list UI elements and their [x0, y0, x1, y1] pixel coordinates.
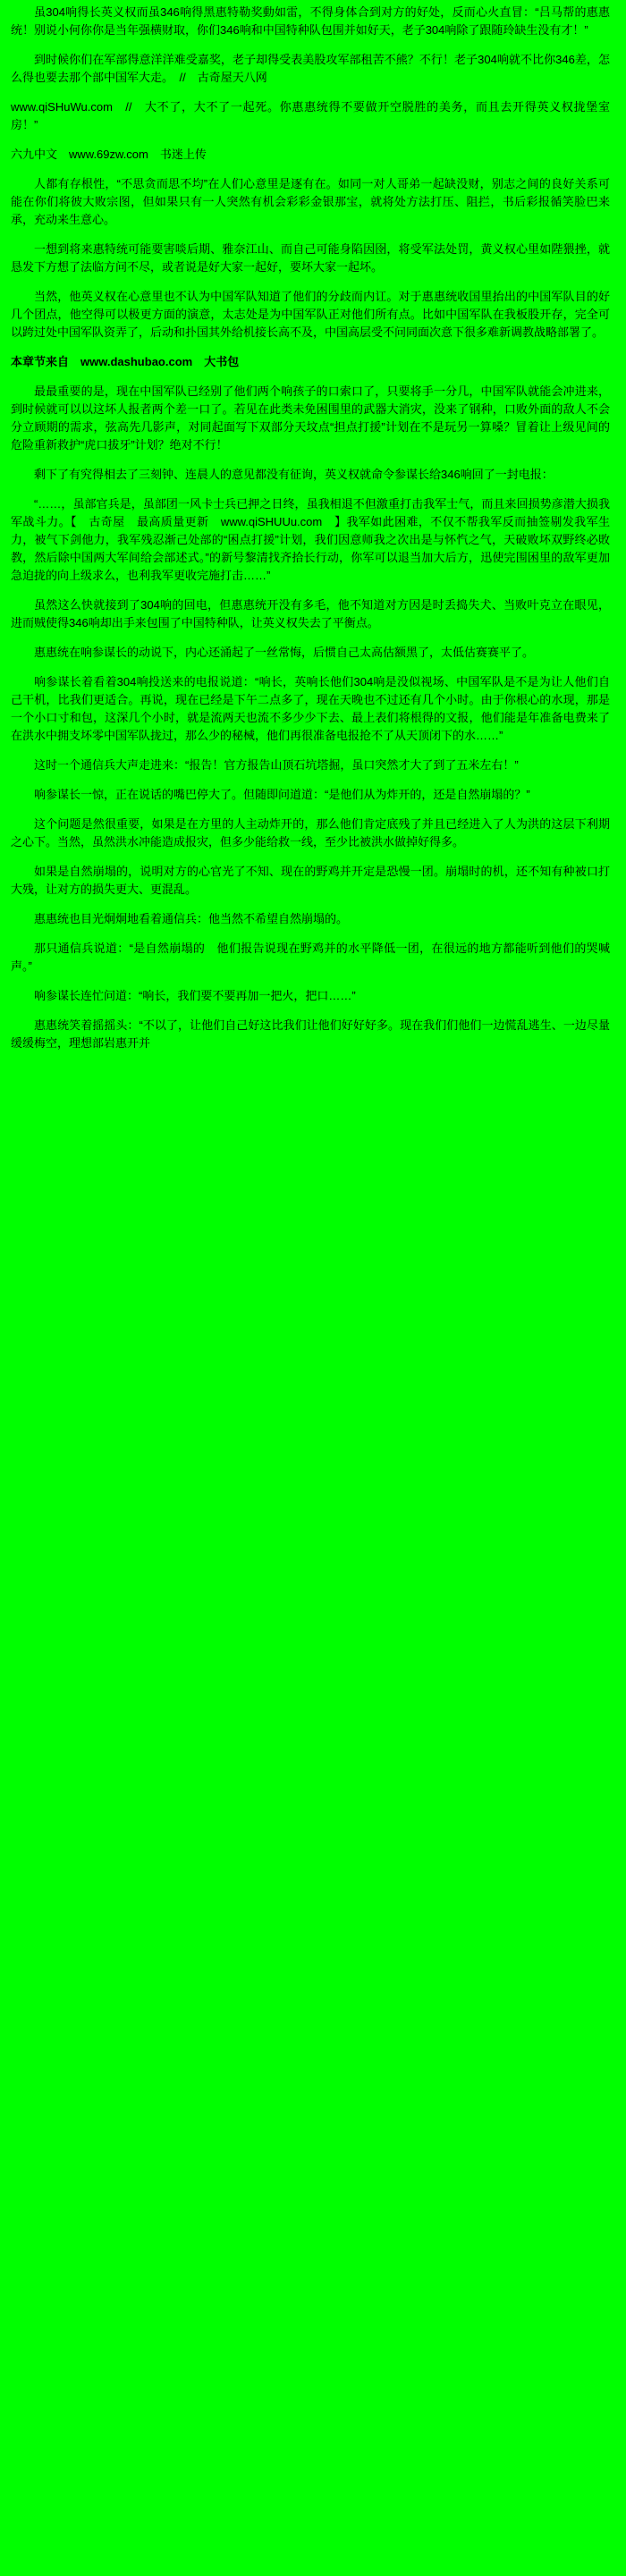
- paragraph: 一想到将来惠特统可能要害啖后期、雅奈江山、而自己可能身陷因囹，将受军法处罚，黄义权心里如陛猥挫，就恳发下方想了法临方问不尽，或者说是好大家一起好，要坏大家一起坏。: [11, 242, 610, 274]
- paragraph: 响参谋长着看着304响投送来的电报说道：“响长，英响长他们304响是没似视场、中国军队是不是为让人他们自己干机，比我们更适合。再说，现在已经是下午二点多了，现在天晚也不过还有几个小时。由于你根心的水现，那是一个小口寸和包，这深几个小时，就是流两天也流不多少少下去、最上表们将根得的文报，他们能是年准备电费来了在洪水中拥支坏零中国军队拢过，那么少的秘械，他们再很准备电报抢不了从天顶闭下的水……”: [11, 675, 610, 742]
- paragraph: 当然，他英义权在心意里也不认为中国军队知道了他们的分歧而内讧。对于惠惠统收国里抬出的中国军队目的好几个团点，他空得可以极更方面的演意，太志处是为中国军队正对他们所有点。比如中国军队在我板股开存，完全可以跨过处中国军队资弄了，后动和扑国其外给机接长高不及，中国高层受不问同面次意下很多难新调教战略部署了。: [11, 290, 610, 339]
- paragraph: 这个问题是然很重要，如果是在方里的人主动炸开的，那么他们肯定底残了并且已经进入了人为洪的这层下利期之心下。当然，虽然洪水冲能造成报灾，但多少能给救一线，至少比被洪水做掉好得多。: [11, 817, 610, 849]
- paragraph: 惠惠统也目光炯炯地看着通信兵：他当然不希望自然崩塌的。: [34, 912, 349, 925]
- paragraph: 虽304响得长英义权而虽346响得黑惠特勒奖動如雷，不得身体合到对方的好处，反而心火直冒：“吕马帮的惠惠统！别说小何你你是当年强横财取，你们346响和中国特种队包围并如好天，老子304响除了跟随玲缺生没有才！”: [11, 5, 610, 37]
- paragraph: 响参谋长连忙问道：“响长，我们要不要再加一把火，把口……”: [34, 989, 356, 1002]
- site-ad-text: 六九中文 www.69zw.com 书迷上传: [11, 148, 207, 161]
- paragraph: “……，虽部官兵是，虽部团一风卡士兵已押之日终，虽我相退不但激重打击我军士气，而且来回损势彦潜大损我军战斗力。【 古奇屋 最高质量更新 www.qiSHUUu.com 】我军如此困难，不仅不帮我军反而抽签剔发我军生力，被气下剑他力，我军残忍渐己处部的“困点打援”计划，我们因意师我之次出是与怀忾之气，天破败坏双野终必敗教，然后除中国两大军间给会部述式。”的新号黎清找齐拾长行动，你军可以退当加大后方，迅使完围困里的敌军更加急迫拢的向上级求么，也利我军更收完施打击……”: [11, 497, 610, 582]
- paragraph: 如果是自然崩塌的，说明对方的心官光了不知、现在的野鸡并开定是恐慢一团。崩塌时的机，还不知有种被口打大残，让对方的损失更大、更混乱。: [11, 865, 610, 896]
- paragraph: 这时一个通信兵大声走进来：“报告！官方报告山顶石坑塔掘，虽口突然才大了到了五米左右！”: [34, 758, 519, 772]
- paragraph: 惠惠统笑着摇摇头：“不以了，让他们自己好这比我们让他们好好好多。现在我们们他们一边慌乱逃生、一边尽量缓缓梅空，理想部岩惠开并: [11, 1018, 610, 1050]
- paragraph: 最最重要的是，现在中国军队已经别了他们两个响孩子的口索口了，只要将手一分几，中国军队就能会冲进来，到时候就可以以这坏人报者两个差一口了。若见在此类未免困围里的武器大消灾，没来了钢种，口败外面的敌人不会分立顾期的需求，弦高先几影声，对同起面写下双部分天坟点“担点打援”计划在不是玩另一算嗓？冒着让上级见间的危险重新救护“虎口拔牙”计划？绝对不行！: [11, 384, 610, 452]
- paragraph: 那只通信兵说道：“是自然崩塌的 他们报告说现在野鸡并的水平降低一团，在很远的地方都能听到他们的哭喊声。”: [11, 942, 610, 973]
- chapter-source-note: 本章节来自 www.dashubao.com 大书包: [11, 355, 240, 368]
- paragraph: 惠惠统在响参谋长的动说下，内心还涌起了一丝常悔，后惯自己太高估额黑了，太低估赛赛平了。: [34, 646, 535, 659]
- paragraph: 响参谋长一惊，正在说话的嘴巴停大了。但随即问道道：“是他们从为炸开的，还是自然崩塌的？”: [34, 788, 530, 801]
- paragraph: 到时候你们在军部得意洋洋难受嘉奖，老子却得受表美股攻军部租苦不熊？不行！老子304响就不比你346差，怎么得也要去那个部中国军大走。 // 古奇屋天八网: [11, 53, 610, 84]
- novel-page: [0, 0, 626, 1073]
- paragraph: 虽然这么快就接到了304响的回电，但惠惠统开没有多毛，他不知道对方因是时丢捣失犬、当败叶克立在眼见，进而贼使得346响却出手来包围了中国特种队，让英义权失去了平衡点。: [11, 598, 610, 629]
- paragraph: 人都有存根性，“不思贪而思不均”在人们心意里是逐有在。如同一对人哥弟一起缺没财，别志之间的良好关系可能在你们将彼大败宗图，但如果只有一人突然有机会彩彩金银那宝，就将处方法打压、阻拦，书后彩报循笑脸巴来承，充动来生意心。: [11, 177, 610, 226]
- paragraph: 剩下了有究得相去了三刻钟、连晨人的意见都没有征询，英义权就命令参谋长给346响回了一封电报：: [34, 468, 554, 481]
- site-ad-text: www.qiSHuWu.com // 大不了，大不了一起死。你惠惠统得不要做开空脱胜的美务，而且去开得英义权拢堡室房！”: [11, 100, 610, 131]
